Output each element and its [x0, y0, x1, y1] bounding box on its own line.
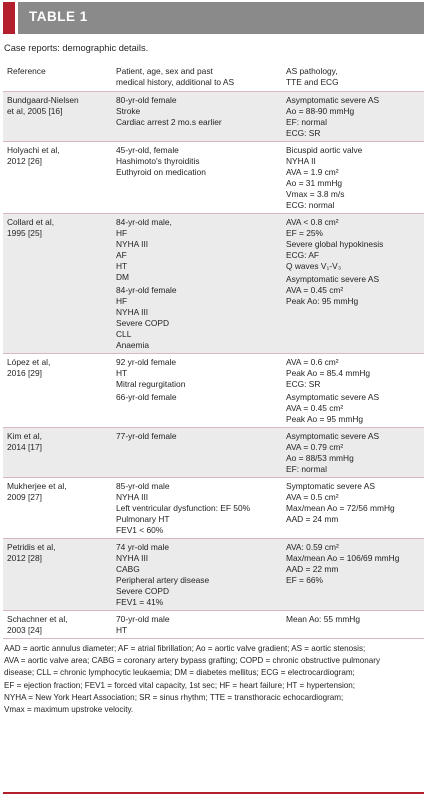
table-caption: Case reports: demographic details.: [4, 43, 149, 53]
pathology-line: AVA = 0.6 cm²: [286, 357, 339, 367]
cell-patient: [112, 539, 282, 611]
reference-line: López et al,: [7, 357, 51, 367]
page: [0, 2, 427, 802]
pathology-line: Asymptomatic severe AS: [286, 392, 380, 402]
cell-pathology: [282, 428, 424, 478]
pathology-line: AAD = 22 mm: [286, 564, 339, 574]
header-accent-divider: [15, 2, 18, 34]
patient-line: DM: [116, 272, 130, 282]
pathology-line: ECG: SR: [286, 379, 321, 389]
pathology-line: Asymptomatic severe AS: [286, 274, 380, 284]
cell-patient: [112, 428, 282, 478]
header-patient: [112, 63, 282, 92]
cell-pathology: [282, 142, 424, 214]
reference-line: Kim et al,: [7, 431, 42, 441]
patient-line: Pulmonary HT: [116, 514, 170, 524]
patient-line: 84-yr-old male,: [116, 217, 172, 227]
patient-line: HT: [116, 625, 128, 635]
patient-line: CABG: [116, 564, 140, 574]
cell-pathology: [282, 478, 424, 539]
patient-line: Anaemia: [116, 340, 150, 350]
header-line: AS pathology,: [286, 66, 338, 76]
table-row: [3, 428, 424, 478]
pathology-line: Severe global hypokinesis: [286, 239, 384, 249]
pathology-line: Vmax = 3.8 m/s: [286, 189, 345, 199]
patient-line: HT: [116, 368, 128, 378]
table-header-bar: [3, 2, 424, 34]
case-reports-table: [3, 63, 424, 639]
pathology-line: NYHA II: [286, 156, 316, 166]
patient-line: 74 yr-old male: [116, 542, 170, 552]
patient-line: Severe COPD: [116, 318, 170, 328]
pathology-line: Peak Ao: 95 mmHg: [286, 296, 359, 306]
pathology-line: EF: normal: [286, 464, 327, 474]
patient-line: 85-yr-old male: [116, 481, 170, 491]
patient-line: 84-yr-old female: [116, 285, 177, 295]
patient-line: NYHA III: [116, 307, 149, 317]
pathology-line: ECG: normal: [286, 200, 335, 210]
pathology-line: AVA = 0.79 cm²: [286, 442, 344, 452]
patient-line: FEV1 = 41%: [116, 597, 164, 607]
pathology-line: AAD = 24 mm: [286, 514, 339, 524]
table-title: TABLE 1: [29, 9, 88, 24]
patient-line: NYHA III: [116, 239, 149, 249]
pathology-line: Bicuspid aortic valve: [286, 145, 363, 155]
footnote-line: Vmax = maximum upstroke velocity.: [4, 705, 134, 715]
patient-line: AF: [116, 250, 127, 260]
header-pathology: [282, 63, 424, 92]
patient-line: Hashimoto's thyroiditis: [116, 156, 200, 166]
pathology-line: Ao = 31 mmHg: [286, 178, 343, 188]
reference-line: et al, 2005 [16]: [7, 106, 63, 116]
pathology-line: Asymptomatic severe AS: [286, 95, 380, 105]
footnote-line: NYHA = New York Heart Association; SR = sinus rhythm; TTE = transthoracic echocardiogram;: [4, 692, 344, 702]
header-line: Patient, age, sex and past: [116, 66, 213, 76]
cell-pathology: [282, 92, 424, 142]
pathology-line: AVA: 0.59 cm²: [286, 542, 339, 552]
patient-line: HF: [116, 228, 128, 238]
cell-patient: [112, 478, 282, 539]
reference-line: 1995 [25]: [7, 228, 42, 238]
table-row: [3, 142, 424, 214]
patient-line: 92 yr-old female: [116, 357, 177, 367]
cell-reference: [3, 478, 112, 539]
cell-patient: [112, 214, 282, 354]
footnote-line: EF = ejection fraction; FEV1 = forced vital capacity, 1st sec; HF = heart failure; HT = hypertension;: [4, 680, 356, 690]
cell-pathology: [282, 214, 424, 354]
cell-pathology: [282, 539, 424, 611]
pathology-line: AVA = 0.45 cm²: [286, 285, 344, 295]
cell-patient: [112, 354, 282, 428]
cell-reference: [3, 92, 112, 142]
table-row: [3, 539, 424, 611]
patient-line: 77-yr-old female: [116, 431, 177, 441]
reference-line: 2003 [24]: [7, 625, 42, 635]
reference-line: 2009 [27]: [7, 492, 42, 502]
pathology-line: Ao = 88-90 mmHg: [286, 106, 355, 116]
pathology-line: AVA = 1.9 cm²: [286, 167, 339, 177]
pathology-line: ECG: SR: [286, 128, 321, 138]
header-line: Reference: [7, 66, 46, 76]
patient-line: Left ventricular dysfunction: EF 50%: [116, 503, 251, 513]
reference-line: 2012 [26]: [7, 156, 42, 166]
reference-line: Bundgaard-Nielsen: [7, 95, 79, 105]
pathology-line: Max/mean Ao = 72/56 mmHg: [286, 503, 395, 513]
table-row: [3, 214, 424, 354]
patient-line: 80-yr-old female: [116, 95, 177, 105]
pathology-line: AVA = 0.45 cm²: [286, 403, 344, 413]
pathology-line: ECG: AF: [286, 250, 320, 260]
cell-reference: [3, 214, 112, 354]
patient-line: Peripheral artery disease: [116, 575, 210, 585]
patient-line: CLL: [116, 329, 132, 339]
cell-pathology: [282, 354, 424, 428]
table-footnotes: [3, 643, 424, 716]
patient-line: NYHA III: [116, 492, 149, 502]
table-row: [3, 92, 424, 142]
reference-line: Collard et al,: [7, 217, 55, 227]
patient-line: 45-yr-old, female: [116, 145, 179, 155]
cell-reference: [3, 142, 112, 214]
reference-line: Petridis et al,: [7, 542, 56, 552]
reference-line: Holyachi et al,: [7, 145, 60, 155]
cell-reference: [3, 611, 112, 639]
patient-line: HT: [116, 261, 128, 271]
reference-line: 2014 [17]: [7, 442, 42, 452]
pathology-line: Asymptomatic severe AS: [286, 431, 380, 441]
pathology-line: Peak Ao = 85.4 mmHg: [286, 368, 371, 378]
patient-line: Cardiac arrest 2 mo.s earlier: [116, 117, 222, 127]
patient-line: NYHA III: [116, 553, 149, 563]
patient-line: 70-yr-old male: [116, 614, 170, 624]
reference-line: Schachner et al,: [7, 614, 68, 624]
pathology-line: Peak Ao = 95 mmHg: [286, 414, 364, 424]
reference-line: 2012 [28]: [7, 553, 42, 563]
patient-line: 66-yr-old female: [116, 392, 177, 402]
header-line: TTE and ECG: [286, 77, 339, 87]
patient-line: FEV1 < 60%: [116, 525, 164, 535]
patient-line: HF: [116, 296, 128, 306]
patient-line: Stroke: [116, 106, 141, 116]
table-row: [3, 478, 424, 539]
cell-reference: [3, 428, 112, 478]
patient-line: Severe COPD: [116, 586, 170, 596]
cell-reference: [3, 539, 112, 611]
patient-line: Mitral regurgitation: [116, 379, 186, 389]
cell-patient: [112, 611, 282, 639]
table-row: [3, 354, 424, 428]
pathology-line: EF: normal: [286, 117, 327, 127]
header-reference: [3, 63, 112, 92]
table-header-row: [3, 63, 424, 92]
footnote-line: AVA = aortic valve area; CABG = coronary artery bypass grafting; COPD = chronic obstructive pulmonary: [4, 656, 380, 666]
header-line: medical history, additional to AS: [116, 77, 235, 87]
pathology-line: Q waves V₁-V₃: [286, 261, 342, 271]
cell-reference: [3, 354, 112, 428]
pathology-line: EF = 66%: [286, 575, 324, 585]
cell-pathology: [282, 611, 424, 639]
patient-line: Euthyroid on medication: [116, 167, 206, 177]
pathology-line: AVA = 0.5 cm²: [286, 492, 339, 502]
pathology-line: Mean Ao: 55 mmHg: [286, 614, 361, 624]
cell-patient: [112, 92, 282, 142]
pathology-line: Symptomatic severe AS: [286, 481, 375, 491]
pathology-line: Max/mean Ao = 106/69 mmHg: [286, 553, 400, 563]
reference-line: Mukherjee et al,: [7, 481, 67, 491]
footnote-line: disease; CLL = chronic lymphocytic leukaemia; DM = diabetes mellitus; ECG = electrocardiogram;: [4, 668, 355, 678]
footnote-line: AAD = aortic annulus diameter; AF = atrial fibrillation; Ao = aortic valve gradient; AS = aortic stenosis;: [4, 644, 366, 653]
pathology-line: Ao = 88/53 mmHg: [286, 453, 354, 463]
cell-patient: [112, 142, 282, 214]
reference-line: 2016 [29]: [7, 368, 42, 378]
table-body: [3, 92, 424, 639]
pathology-line: AVA < 0.8 cm²: [286, 217, 339, 227]
table-row: [3, 611, 424, 639]
pathology-line: EF = 25%: [286, 228, 324, 238]
bottom-rule: [3, 792, 424, 794]
